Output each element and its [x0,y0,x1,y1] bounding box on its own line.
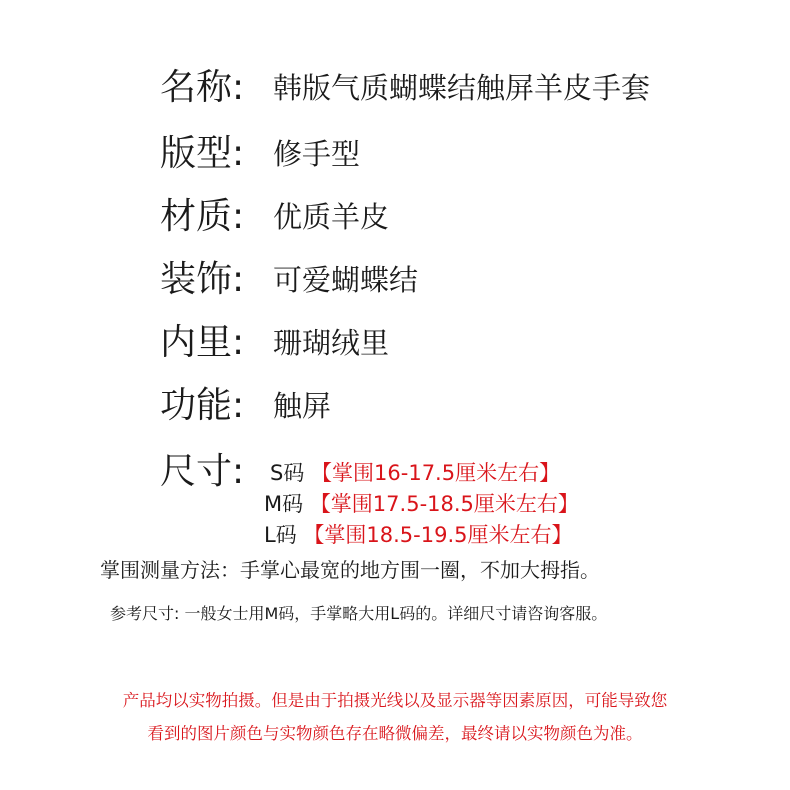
spec-value-decoration: 可爱蝴蝶结 [273,263,419,297]
spec-label-function: 功能: [160,385,245,426]
spec-value-lining: 珊瑚绒里 [273,326,390,360]
reference-size-text: 参考尺寸: 一般女士用M码，手掌略大用L码的。详细尺寸请咨询客服。 [110,604,608,623]
size-option-m [264,491,579,517]
size-code-s: S码 [270,461,305,485]
spec-value-material: 优质羊皮 [273,200,390,234]
spec-label-name: 名称: [160,67,245,108]
spec-label-fit: 版型: [160,133,245,174]
spec-label-material: 材质: [160,196,245,237]
color-notice-line-2: 看到的图片颜色与实物颜色存在略微偏差，最终请以实物颜色为准。 [147,724,643,743]
spec-value-function: 触屏 [273,389,332,423]
spec-value-fit: 修手型 [273,137,361,171]
size-option-l [264,522,572,548]
size-range-l: 【掌围18.5-19.5厘米左右】 [303,523,573,547]
size-code-l: L码 [264,523,297,547]
size-range-m: 【掌围17.5-18.5厘米左右】 [309,492,579,516]
spec-label-lining: 内里: [160,322,245,363]
size-option-s [270,460,560,486]
size-range-s: 【掌围16-17.5厘米左右】 [311,461,561,485]
measure-method-text: 掌围测量方法：手掌心最宽的地方围一圈，不加大拇指。 [100,558,600,582]
spec-label-decoration: 装饰: [160,259,245,300]
size-label: 尺寸: [160,451,245,492]
color-notice-line-1: 产品均以实物拍摄。但是由于拍摄光线以及显示器等因素原因，可能导致您 [122,691,668,710]
spec-value-name: 韩版气质蝴蝶结触屏羊皮手套 [273,71,651,105]
size-code-m: M码 [264,492,304,516]
